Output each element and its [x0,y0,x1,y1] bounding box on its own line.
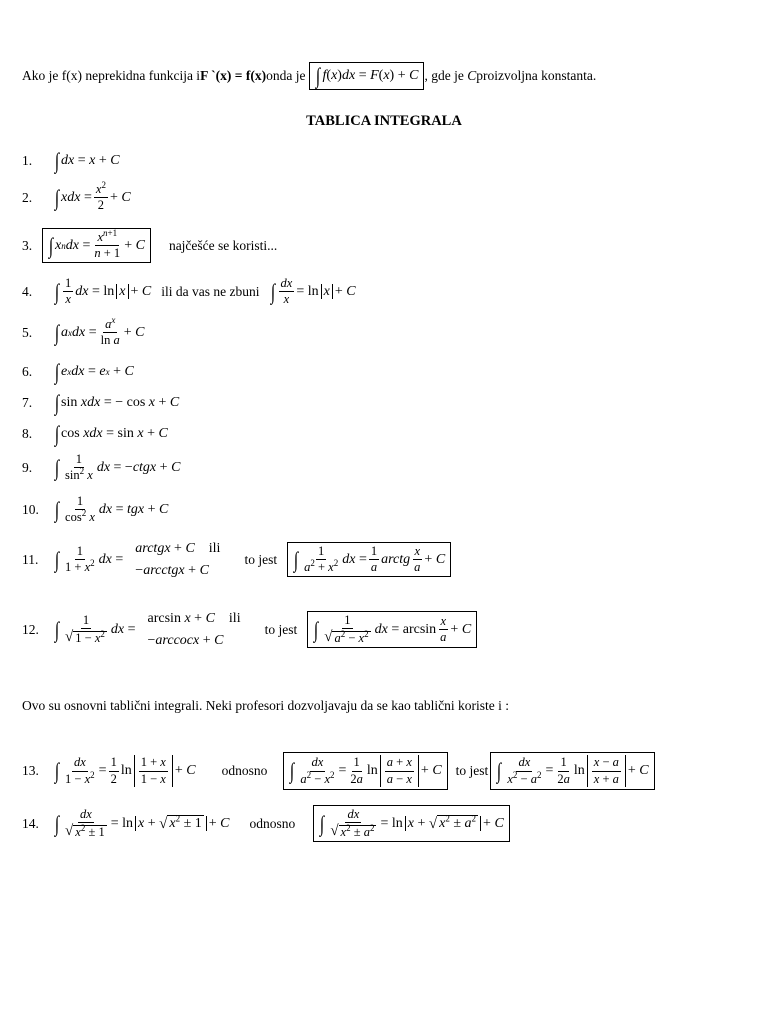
formula-number: 4. [22,283,33,299]
note-3: najčešće se koristi... [168,237,278,253]
intro-line: Ako je f(x) neprekidna funkcija i F `(x) = f(x) onda je ∫ f ( x ) dx = F ( x ) + C , gde je C proizvoljna konstanta. [22,63,597,88]
formula-number: 5. [22,324,33,340]
formula-number: 2. [22,189,33,205]
formula-7: ∫ sin xdx = − cos x + C [54,390,180,415]
odnosno-label: odnosno [221,763,268,779]
formula-row-8 [22,423,168,445]
page-title: TABLICA INTEGRALA [306,113,462,129]
formula-3: ∫ x n dx = $\frac{x^{n+1}}{n + 1}$ + C [42,228,151,263]
intro-bold: F `(x) = f(x) [200,68,267,83]
formula-number: 9. [22,459,33,475]
formula-14-general: ∫ dx √ $x^2 \pm a^2$ = ln x + √ $x^2 \pm a^2$ + C [313,805,510,842]
formula-number: 10. [22,501,39,517]
intro-mid: onda je [266,68,306,83]
ili-label: ili [228,611,241,626]
formula-10: ∫ $\frac{1}{\cos^2 x}$ dx = tgx + C [54,494,169,525]
formula-row-2 [22,179,131,213]
formula-row-4 [22,277,356,306]
to-jest-label-2: to jest [455,763,489,779]
footer-text: Ovo su osnovni tablični integrali. Neki profesori dozvoljavaju da se kao tablični koriste i : [22,698,510,713]
formula-13-general-a: ∫ $\frac{dx}{a^2 - x^2}$ = $\frac{1}{2a}$ ln $\frac{a + x}{a - x}$ + C [283,752,447,790]
intro-after: , gde je [424,68,464,83]
formula-4-alt: ∫ $\frac{dx}{x}$ = ln x + C [270,276,356,307]
formula-1: ∫ dx = x + C [54,148,120,173]
formula-row-7 [22,392,179,414]
odnosno-label: odnosno [249,815,296,831]
formula-13-general-b: ∫ $\frac{dx}{x^2 - a^2}$ = $\frac{1}{2a}$ ln $\frac{x - a}{x + a}$ + C [490,752,654,790]
formula-12-general: ∫ 1 √ $a^2 - x^2$ dx = arcsin $\frac{x}{a}$ + C [307,611,477,648]
intro-after2: proizvoljna konstanta. [476,68,597,83]
formula-number: 6. [22,364,33,379]
formula-number: 3. [22,237,33,253]
note-4: ili da vas ne zbuni [161,283,260,299]
formula-number: 12. [22,621,39,637]
definition-formula: ∫ f ( x ) dx = F ( x ) + C [309,62,424,90]
formula-5: ∫ a x dx = $\frac{a^x}{\text{ln a}}$ + C [54,314,145,348]
formula-14: ∫ dx √ $x^2 \pm 1$ = ln x + √ $x^2 \pm 1$ + C [54,807,230,840]
formula-11: ∫ $\frac{1}{1 + x^2}$ dx = arctgx + C ili −arcctgx + C [54,541,221,578]
formula-row-5 [22,314,145,348]
formula-number: 11. [22,551,39,567]
formula-6: ∫ e x dx = e x + C [54,359,134,384]
formula-13: ∫ $\frac{dx}{1 - x^2}$ = $\frac{1}{2}$ ln $\frac{1 + x}{1 - x}$ + C [54,755,196,786]
formula-row-6 [22,361,134,383]
formula-row-11 [22,538,451,581]
formula-4: ∫ $\frac{1}{x}$ dx = ln x + C [54,276,152,307]
formula-row-14 [22,805,510,842]
formula-12: ∫ 1 √ $1 - x^2$ dx = arcsin x + C ili −arccocx + C [54,611,241,648]
formula-number: 14. [22,815,39,831]
formula-row-10 [22,495,168,524]
intro-before: Ako je f(x) neprekidna funkcija i [22,68,201,83]
formula-number: 13. [22,763,39,779]
formula-number: 7. [22,395,33,410]
ili-label: ili [208,541,221,556]
formula-row-1 [22,150,120,172]
formula-number: 8. [22,426,33,441]
formula-row-13 [22,752,655,790]
formula-11-general: ∫ $\frac{1}{a^2 + x^2}$ dx = $\frac{1}{a}$ arctg $\frac{x}{a}$ + C [287,542,451,577]
formula-number: 1. [22,153,33,168]
formula-row-12 [22,608,477,651]
formula-9: ∫ $\frac{1}{\sin^2 x}$ dx = − ctgx + C [54,452,181,483]
formula-8: ∫ cos xdx = sin x + C [54,421,168,446]
to-jest-label: to jest [244,551,278,567]
formula-row-9 [22,453,180,482]
formula-row-3 [22,228,277,263]
formula-2: ∫ xdx = $\frac{x^2}{2}$ + C [54,179,131,213]
to-jest-label: to jest [264,621,298,637]
